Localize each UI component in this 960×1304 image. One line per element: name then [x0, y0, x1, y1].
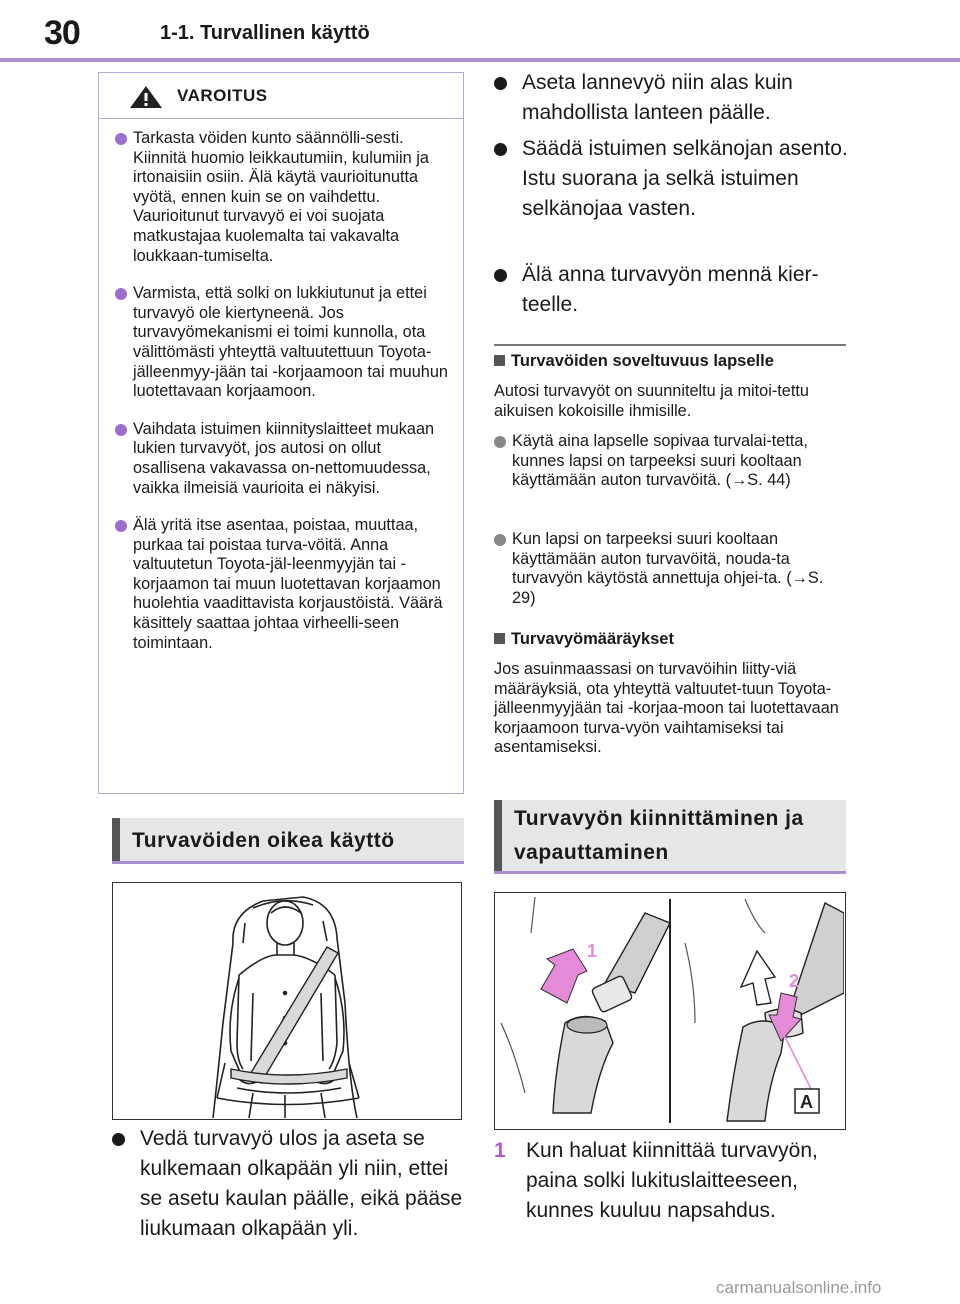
warning-label: VAROITUS: [177, 86, 268, 105]
bullet-icon: [115, 288, 127, 300]
warning-item-text: Varmista, että solki on lukkiutunut ja ettei turvavyö ole kiertyneenä. Jos turvavyömekanismi ei toimi kunnolla, ota välittömästi yhteyttä valtuutettuun Toyota-jälleenmyy-jään tai -korjaamoon tai muuhun luotettavaan korjaamoon.: [133, 284, 448, 401]
section-heading-text: Turvavöiden oikea käyttö: [132, 829, 395, 852]
warning-item-text: Tarkasta vöiden kunto säännölli-sesti. Kiinnitä huomio leikkautumiin, kulumiin ja irtonaisiin osiin. Älä käytä vaurioitunutta vyötä, ennen kuin se on vaihdettu. Vaurioitunut turvavyö ei voi suojata matkustajaa kuolemalta tai vakavalta loukkaan-tumiselta.: [133, 129, 429, 265]
seated-person-illustration: [113, 883, 460, 1118]
warning-box: [98, 72, 464, 794]
section-title: 1-1. Turvallinen käyttö: [160, 22, 370, 44]
subheading-text: Turvavöiden soveltuvuus lapselle: [511, 352, 774, 370]
buckle-diagram: [495, 893, 844, 1128]
bullet-extra-text: Istu suorana ja selkä istuimen selkänojaa vasten.: [522, 167, 799, 220]
bullet-text: Älä anna turvavyön mennä kier-teelle.: [522, 263, 819, 316]
warning-triangle-icon: [129, 85, 163, 109]
heading-bar: [494, 800, 502, 871]
warning-item: [115, 516, 449, 653]
bullet-text: Vedä turvavyö ulos ja aseta se kulkemaan olkapään yli niin, ettei se asetu kaulan päälle, eikä pääse liukumaan olkapään yli.: [140, 1127, 463, 1240]
watermark: carmanualsonline.info: [716, 1278, 882, 1297]
subheading-child-suitability: [494, 352, 774, 371]
callout-label: A: [800, 1092, 813, 1112]
bullet-no-twist: [494, 260, 854, 320]
warning-header: [99, 73, 463, 119]
step-text: Kun haluat kiinnittää turvavyön, paina solki lukituslaitteeseen, kunnes kuuluu napsahdus.: [526, 1139, 818, 1222]
bullet-text: Säädä istuimen selkänojan asento.: [522, 137, 848, 160]
paragraph: Autosi turvavyöt on suunniteltu ja mitoi-tettu aikuisen kokoisille ihmisille.: [494, 382, 809, 420]
bullet-pull-belt: [112, 1124, 468, 1244]
bullet-icon: [112, 1133, 125, 1146]
step-1: [494, 1136, 854, 1226]
divider: [494, 344, 846, 346]
square-bullet-icon: [494, 633, 505, 644]
heading-bar: [112, 818, 120, 861]
bullet-icon: [115, 133, 127, 145]
bullet-icon: [494, 534, 506, 546]
warning-item: [115, 129, 449, 266]
section-heading-text: Turvavyön kiinnittäminen ja vapauttaminen: [514, 807, 804, 864]
step-number: 1: [494, 1139, 506, 1162]
list-item: [494, 432, 850, 491]
list-item-text: Käytä aina lapselle sopivaa turvalai-tetta, kunnes lapsi on tarpeeksi suuri kooltaan käyttämään auton turvavöitä. (→S. 44): [512, 432, 808, 490]
buckle-illustration: [494, 892, 846, 1130]
bullet-icon: [115, 424, 127, 436]
bullet-icon: [494, 436, 506, 448]
bullet-lap-belt: [494, 68, 854, 128]
warning-item: [115, 420, 449, 498]
bullet-text: Aseta lannevyö niin alas kuin mahdollista lanteen päälle.: [522, 71, 793, 124]
bullet-icon: [115, 520, 127, 532]
subheading-regulations: [494, 630, 674, 649]
step-2-label: 2: [789, 971, 800, 991]
list-item: [494, 530, 850, 608]
warning-item-text: Vaihdata istuimen kiinnityslaitteet mukaan lukien turvavyöt, jos autosi on ollut osallisena vakavassa on-nettomuudessa, vaikka ilmeisiä vaurioita ei näkyisi.: [133, 419, 435, 497]
warning-item: [115, 284, 449, 402]
bullet-icon: [494, 77, 507, 90]
page-number: 30: [44, 14, 80, 52]
bullet-seat-back: [494, 134, 854, 224]
header-rule: [0, 58, 960, 62]
bullet-icon: [494, 269, 507, 282]
warning-item-text: Älä yritä itse asentaa, poistaa, muuttaa, purkaa tai poistaa turva-vöitä. Anna valtuutetun Toyota-jäl-leenmyyjän tai -korjaamon tai muun luotettavan korjaamon huolehtia vaadittavista korjaustöistä. Väärä käsittely saattaa johtaa virheelli-seen toimintaan.: [133, 516, 443, 652]
list-item-text: Kun lapsi on tarpeeksi suuri kooltaan käyttämään auton turvavöitä, nouda-ta turvavyön käytöstä annettuja ohjei-ta. (→S. 29): [512, 530, 824, 607]
section-heading-fasten-release: [494, 800, 846, 874]
square-bullet-icon: [494, 355, 505, 366]
bullet-icon: [494, 143, 507, 156]
paragraph: Jos asuinmaassasi on turvavöihin liitty-viä määräyksiä, ota yhteyttä valtuutet-tuun Toyota-jälleenmyyjään tai -korjaa-moon tai luotettavaan korjaamoon turva-vyön vaihtamiseksi tai asentamiseksi.: [494, 660, 839, 757]
section-heading-proper-use: [112, 818, 464, 864]
warning-body: [99, 119, 463, 653]
step-1-label: 1: [587, 941, 598, 961]
subheading-text: Turvavyömääräykset: [511, 630, 674, 648]
seatbelt-posture-illustration: [112, 882, 462, 1120]
